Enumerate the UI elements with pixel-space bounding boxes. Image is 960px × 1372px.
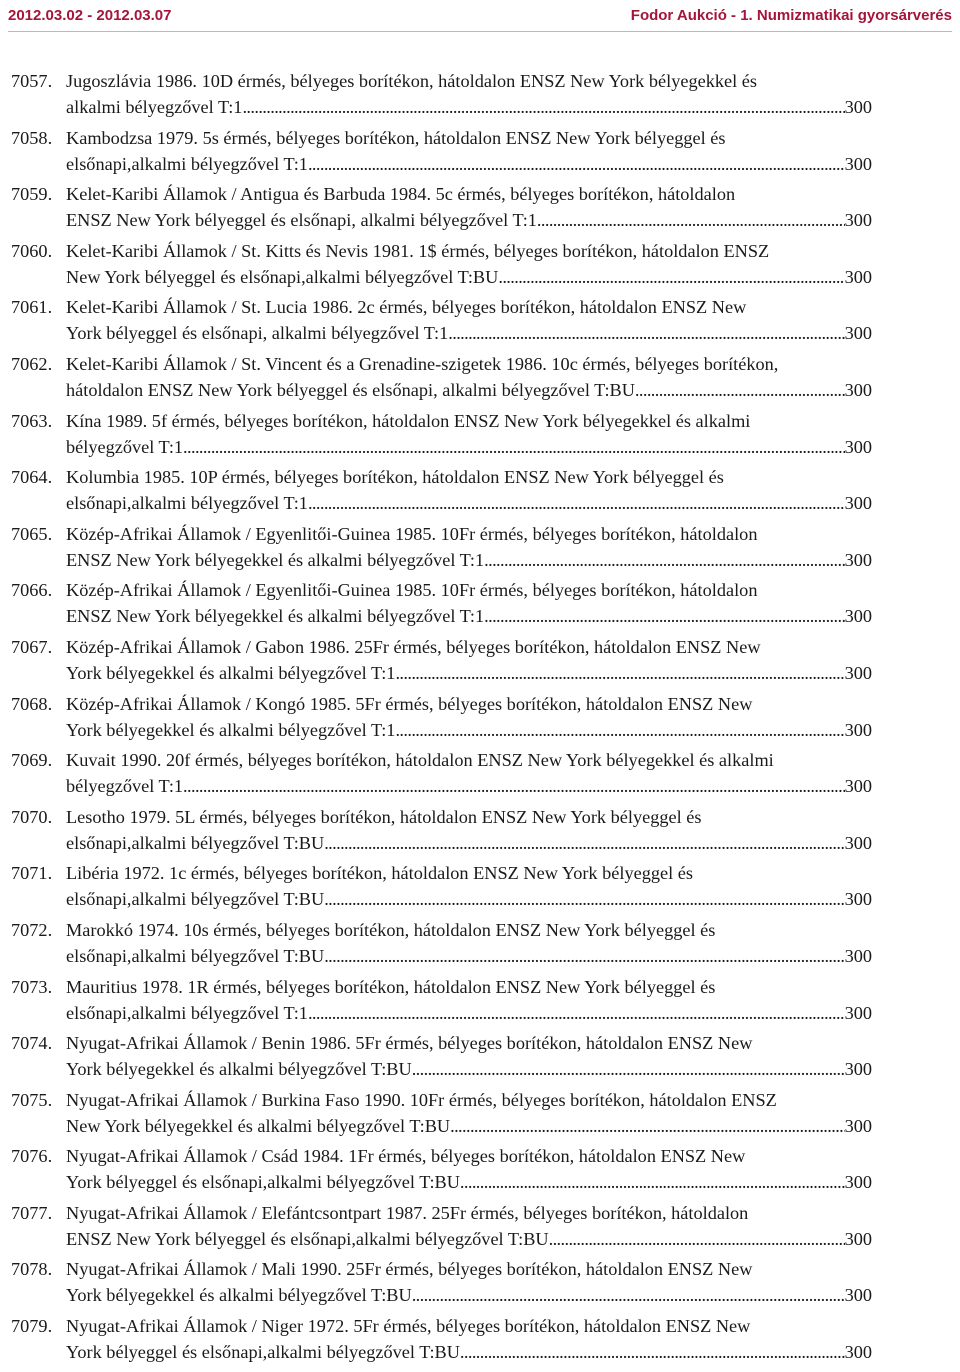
lot-starting-price: 300 (844, 549, 872, 570)
lot-description-line2-text: York bélyegekkel és alkalmi bélyegzővel T:1 (66, 719, 396, 740)
lot-item (0, 1087, 960, 1144)
header-title: Fodor Aukció - 1. Numizmatikai gyorsárverés (630, 6, 952, 24)
lot-description-line2-text: bélyegzővel T:1 (66, 436, 184, 457)
lot-item (0, 181, 960, 238)
lot-item (0, 294, 960, 351)
lot-description-line2-text: elsőnapi,alkalmi bélyegzővel T:1 (66, 493, 308, 514)
lot-description (66, 1143, 872, 1195)
dot-leader (412, 1056, 845, 1082)
dot-leader (242, 94, 844, 120)
lot-description-line1: Mauritius 1978. 1R érmés, bélyeges borítékon, hátoldalon ENSZ New York bélyeggel és (66, 976, 716, 997)
header-divider (8, 31, 952, 32)
lot-description-line2 (66, 1113, 872, 1139)
lot-description-line2-text: bélyegzővel T:1 (66, 776, 184, 797)
lot-number: 7073. (11, 976, 53, 997)
lot-description-line2-text: ENSZ New York bélyeggel és elsőnapi, alkalmi bélyegzővel T:1 (66, 210, 537, 231)
lot-starting-price: 300 (844, 606, 872, 627)
lot-description-line2-text: ENSZ New York bélyegekkel és alkalmi bélyegzővel T:1 (66, 549, 485, 570)
lot-description-line2-text: alkalmi bélyegzővel T:1 (66, 97, 243, 117)
dot-leader (460, 1339, 845, 1365)
dot-leader (484, 603, 844, 629)
lot-description (66, 464, 872, 516)
lot-starting-price: 300 (844, 210, 872, 231)
lot-item (0, 1143, 960, 1200)
lot-number: 7058. (11, 127, 53, 148)
lot-item (0, 974, 960, 1031)
dot-leader (537, 207, 845, 233)
dot-leader (308, 490, 845, 516)
lot-description-line2 (66, 1000, 872, 1026)
header-date-range: 2012.03.02 - 2012.03.07 (8, 6, 172, 24)
lot-description (66, 804, 872, 856)
lot-item (0, 917, 960, 974)
lot-description-line2-text: ENSZ New York bélyeggel és elsőnapi,alkalmi bélyegzővel T:BU (66, 1228, 549, 1249)
lot-description (66, 1030, 872, 1082)
lot-description-line1: Kelet-Karibi Államok / St. Kitts és Nevis 1981. 1$ érmés, bélyeges borítékon, hátoldalon ENSZ (66, 240, 770, 261)
lot-starting-price: 300 (844, 1285, 872, 1306)
lot-starting-price: 300 (844, 776, 872, 797)
dot-leader (324, 943, 844, 969)
lot-description-line1: Nyugat-Afrikai Államok / Burkina Faso 1990. 10Fr érmés, bélyeges borítékon, hátoldalon ENSZ (66, 1089, 777, 1110)
lot-description-line1: Közép-Afrikai Államok / Egyenlitői-Guinea 1985. 10Fr érmés, bélyeges borítékon, hátoldalon (66, 523, 758, 544)
lot-description-line1: Kína 1989. 5f érmés, bélyeges borítékon, hátoldalon ENSZ New York bélyegekkel és alkalmi (66, 410, 751, 431)
lot-number: 7060. (11, 240, 53, 261)
lot-item (0, 804, 960, 861)
lot-description-line2-text: elsőnapi,alkalmi bélyegzővel T:1 (66, 1002, 308, 1023)
lot-description-line1: Közép-Afrikai Államok / Egyenlitői-Guinea 1985. 10Fr érmés, bélyeges borítékon, hátoldalon (66, 580, 758, 601)
lot-description (66, 294, 872, 346)
dot-leader (460, 1169, 845, 1195)
lot-number: 7059. (11, 184, 53, 205)
dot-leader (324, 886, 844, 912)
dot-leader (183, 773, 845, 799)
lot-description (66, 1313, 872, 1365)
lot-description-line2-text: York bélyeggel és elsőnapi,alkalmi bélyegzővel T:BU (66, 1342, 460, 1363)
lot-starting-price: 300 (844, 1172, 872, 1193)
lot-description-line2 (66, 1169, 872, 1195)
lot-number: 7061. (11, 297, 53, 318)
lot-number: 7077. (11, 1202, 53, 1223)
lot-description (66, 917, 872, 969)
dot-leader (324, 830, 844, 856)
lot-item (0, 691, 960, 748)
dot-leader (498, 264, 844, 290)
lot-item (0, 634, 960, 691)
lot-description-line2-text: elsőnapi,alkalmi bélyegzővel T:BU (66, 945, 325, 966)
lot-starting-price: 300 (844, 97, 872, 117)
lot-description-line1: Marokkó 1974. 10s érmés, bélyeges borítékon, hátoldalon ENSZ New York bélyeggel és (66, 919, 716, 940)
lot-description-line2 (66, 94, 872, 120)
lot-description-line1: Nyugat-Afrikai Államok / Niger 1972. 5Fr érmés, bélyeges borítékon, hátoldalon ENSZ New (66, 1316, 751, 1337)
lot-item (0, 521, 960, 578)
dot-leader (308, 151, 845, 177)
lot-item (0, 860, 960, 917)
lot-description (66, 577, 872, 629)
lot-starting-price: 300 (844, 1228, 872, 1249)
lot-item (0, 1256, 960, 1313)
lot-description-line2 (66, 547, 872, 573)
lot-description-line2-text: York bélyegekkel és alkalmi bélyegzővel T:1 (66, 662, 396, 683)
lot-starting-price: 300 (844, 493, 872, 514)
lot-description-line2 (66, 773, 872, 799)
lot-starting-price: 300 (844, 153, 872, 174)
lot-starting-price: 300 (844, 832, 872, 853)
lot-description-line2 (66, 1339, 872, 1365)
lot-description (66, 634, 872, 686)
dot-leader (448, 320, 844, 346)
lot-description (66, 691, 872, 743)
lot-number: 7078. (11, 1259, 53, 1280)
lot-description-line2 (66, 207, 872, 233)
lot-description (66, 521, 872, 573)
lot-item (0, 351, 960, 408)
lot-description-line1: Nyugat-Afrikai Államok / Csád 1984. 1Fr érmés, bélyeges borítékon, hátoldalon ENSZ New (66, 1146, 746, 1167)
lot-description-line1: Kambodzsa 1979. 5s érmés, bélyeges borítékon, hátoldalon ENSZ New York bélyeggel és (66, 127, 726, 148)
dot-leader (635, 377, 845, 403)
lot-description-line2 (66, 320, 872, 346)
lot-description (66, 238, 872, 290)
lot-description-line1: Kelet-Karibi Államok / St. Lucia 1986. 2c érmés, bélyeges borítékon, hátoldalon ENSZ New (66, 297, 747, 318)
lot-number: 7071. (11, 863, 53, 884)
lot-number: 7070. (11, 806, 53, 827)
lot-description-line2-text: York bélyeggel és elsőnapi, alkalmi bélyegzővel T:1 (66, 323, 449, 344)
lot-number: 7079. (11, 1316, 53, 1337)
lot-item (0, 464, 960, 521)
lot-description-line2 (66, 1282, 872, 1308)
lot-description-line1: Közép-Afrikai Államok / Gabon 1986. 25Fr érmés, bélyeges borítékon, hátoldalon ENSZ New (66, 636, 761, 657)
lot-description-line2-text: elsőnapi,alkalmi bélyegzővel T:BU (66, 889, 325, 910)
dot-leader (484, 547, 844, 573)
lot-description-line2-text: York bélyegekkel és alkalmi bélyegzővel T:BU (66, 1059, 412, 1080)
lot-item (0, 68, 960, 125)
lot-starting-price: 300 (844, 1342, 872, 1363)
lot-number: 7076. (11, 1146, 53, 1167)
lot-number: 7065. (11, 523, 53, 544)
lot-description-line2 (66, 434, 872, 460)
lot-description-line2 (66, 1226, 872, 1252)
lot-description-line1: Kelet-Karibi Államok / Antigua és Barbuda 1984. 5c érmés, bélyeges borítékon, hátoldalon (66, 184, 736, 205)
lot-description-line1: Libéria 1972. 1c érmés, bélyeges borítékon, hátoldalon ENSZ New York bélyeggel és (66, 863, 693, 884)
lot-description-line1: Közép-Afrikai Államok / Kongó 1985. 5Fr érmés, bélyeges borítékon, hátoldalon ENSZ New (66, 693, 753, 714)
dot-leader (308, 1000, 845, 1026)
lot-description-line2 (66, 943, 872, 969)
lot-number: 7068. (11, 693, 53, 714)
lot-description-line2-text: elsőnapi,alkalmi bélyegzővel T:BU (66, 832, 325, 853)
lot-description-line2 (66, 830, 872, 856)
lot-item (0, 1030, 960, 1087)
lot-description-line1: Lesotho 1979. 5L érmés, bélyeges borítékon, hátoldalon ENSZ New York bélyeggel és (66, 806, 702, 827)
lot-description (66, 1256, 872, 1308)
lot-description-line2 (66, 660, 872, 686)
lot-starting-price: 300 (844, 1059, 872, 1080)
dot-leader (450, 1113, 844, 1139)
lot-starting-price: 300 (844, 889, 872, 910)
lot-item (0, 1200, 960, 1257)
lot-description-line2 (66, 1056, 872, 1082)
lot-number: 7075. (11, 1089, 53, 1110)
lot-description (66, 974, 872, 1026)
lot-number: 7069. (11, 750, 53, 771)
lot-description (66, 125, 872, 177)
dot-leader (395, 717, 844, 743)
lot-description-line2-text: elsőnapi,alkalmi bélyegzővel T:1 (66, 153, 308, 174)
lot-description-line1: Nyugat-Afrikai Államok / Elefántcsontpart 1987. 25Fr érmés, bélyeges borítékon, hátoldalon (66, 1202, 749, 1223)
lot-starting-price: 300 (844, 945, 872, 966)
lot-description-line2 (66, 490, 872, 516)
lot-description-line1: Nyugat-Afrikai Államok / Mali 1990. 25Fr érmés, bélyeges borítékon, hátoldalon ENSZ New (66, 1259, 753, 1280)
lot-item (0, 1313, 960, 1370)
lot-description-line2 (66, 264, 872, 290)
lot-starting-price: 300 (844, 1002, 872, 1023)
lot-number: 7057. (11, 71, 53, 91)
lot-description-line2-text: New York bélyegekkel és alkalmi bélyegzővel T:BU (66, 1115, 451, 1136)
page-header (8, 2, 952, 28)
lot-list (0, 68, 960, 1370)
lot-description (66, 860, 872, 912)
dot-leader (183, 434, 845, 460)
lot-description-line2 (66, 603, 872, 629)
lot-description-line1: Jugoszlávia 1986. 10D érmés, bélyeges borítékon, hátoldalon ENSZ New York bélyegekkel és (66, 71, 757, 91)
lot-starting-price: 300 (844, 266, 872, 287)
lot-description-line1: Kuvait 1990. 20f érmés, bélyeges borítékon, hátoldalon ENSZ New York bélyegekkel és alkalmi (66, 750, 774, 771)
lot-starting-price: 300 (844, 1115, 872, 1136)
lot-starting-price: 300 (844, 379, 872, 400)
lot-item (0, 577, 960, 634)
lot-description (66, 1200, 872, 1252)
lot-description (66, 351, 872, 403)
lot-description-line1: Kelet-Karibi Államok / St. Vincent és a Grenadine-szigetek 1986. 10c érmés, bélyeges borítékon, (66, 353, 779, 374)
lot-description (66, 408, 872, 460)
lot-description-line2 (66, 717, 872, 743)
lot-starting-price: 300 (844, 436, 872, 457)
dot-leader (549, 1226, 845, 1252)
lot-number: 7074. (11, 1033, 53, 1054)
lot-description (66, 68, 872, 120)
lot-description-line2 (66, 886, 872, 912)
lot-number: 7062. (11, 353, 53, 374)
lot-item (0, 747, 960, 804)
lot-number: 7066. (11, 580, 53, 601)
lot-starting-price: 300 (844, 662, 872, 683)
lot-description-line1: Nyugat-Afrikai Államok / Benin 1986. 5Fr érmés, bélyeges borítékon, hátoldalon ENSZ New (66, 1033, 753, 1054)
lot-number: 7072. (11, 919, 53, 940)
lot-starting-price: 300 (844, 323, 872, 344)
lot-description (66, 1087, 872, 1139)
lot-number: 7067. (11, 636, 53, 657)
dot-leader (412, 1282, 845, 1308)
lot-description-line2-text: York bélyeggel és elsőnapi,alkalmi bélyegzővel T:BU (66, 1172, 460, 1193)
lot-description-line2-text: York bélyegekkel és alkalmi bélyegzővel T:BU (66, 1285, 412, 1306)
lot-description-line2 (66, 377, 872, 403)
dot-leader (395, 660, 844, 686)
lot-description-line2-text: New York bélyeggel és elsőnapi,alkalmi bélyegzővel T:BU (66, 266, 499, 287)
lot-description-line2-text: ENSZ New York bélyegekkel és alkalmi bélyegzővel T:1 (66, 606, 485, 627)
lot-description (66, 181, 872, 233)
lot-starting-price: 300 (844, 719, 872, 740)
lot-number: 7064. (11, 467, 53, 488)
lot-item (0, 408, 960, 465)
lot-description-line2 (66, 151, 872, 177)
lot-item (0, 238, 960, 295)
lot-description (66, 747, 872, 799)
lot-description-line1: Kolumbia 1985. 10P érmés, bélyeges borítékon, hátoldalon ENSZ New York bélyeggel és (66, 467, 724, 488)
lot-number: 7063. (11, 410, 53, 431)
lot-description-line2-text: hátoldalon ENSZ New York bélyeggel és elsőnapi, alkalmi bélyegzővel T:BU (66, 379, 635, 400)
lot-item (0, 125, 960, 182)
